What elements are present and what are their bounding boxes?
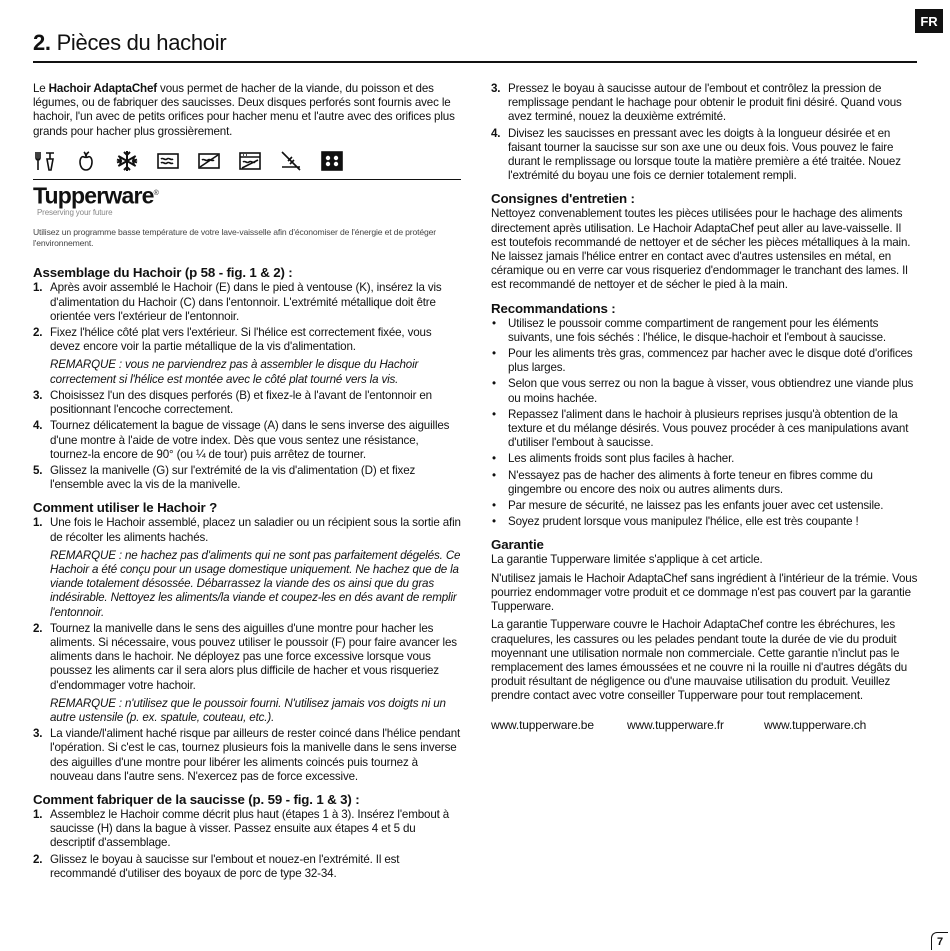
assembly-step-5: 5. Glissez la manivelle (G) sur l'extrémité de la vis d'alimentation (D) et fixez l'ensemble avec la vis de la manivelle. (33, 463, 416, 492)
page-title (33, 30, 226, 56)
warranty-heading: Garantie (491, 537, 544, 553)
sausage-step-3: 3. Pressez le boyau à saucisse autour de l'embout et contrôlez la pression de remplissage pendant le hachage pour obtenir le produit fini désiré. Quand vous avez terminé, nouez la deuxième extrémité. (491, 82, 902, 124)
recommendation-item: • Soyez prudent lorsque vous manipulez l'hélice, elle est très coupante ! (492, 515, 859, 529)
usage-step-3: 3. La viande/l'aliment haché risque par ailleurs de rester coincé dans l'hélice pendant l'opération. Si c'est le cas, tournez plusieurs fois la manivelle dans le sens inverse des aiguilles d'une montre pour libérer les aliments coincés puis tournez à nouveau dans l'autre sens. N'exercez pas de force excessive. (33, 727, 461, 783)
usage-note-2: REMARQUE : n'utilisez que le poussoir fourni. N'utilisez jamais vos doigts ni un autre ustensile (p. ex. spatule, couteau, etc.). (50, 696, 446, 724)
sausage-step-2: 2. Glissez le boyau à saucisse sur l'embout et nouez-en l'extrémité. Il est recommandé d'utiliser des boyaux de porc de type 32-34. (33, 852, 400, 880)
title-divider (33, 61, 917, 63)
recommendation-item: • Selon que vous serrez ou non la bague à visser, vous obtiendrez une viande plus ou moins hachée. (492, 377, 914, 405)
sausage-heading: Comment fabriquer de la saucisse (p. 59 - fig. 1 & 3) : (33, 791, 360, 807)
website-link-ch[interactable]: www.tupperware.ch (764, 717, 867, 732)
cutlery-icon (33, 149, 57, 173)
website-link-fr[interactable]: www.tupperware.fr (627, 717, 724, 732)
assembly-step-3: 3. Choisissez l'un des disques perforés (B) et fixez-le à l'avant de l'entonnoir en positionnant l'encoche correctement. (33, 388, 432, 417)
sausage-step-4: 4. Divisez les saucisses en pressant avec les doigts à la longueur désirée et en faisant tourner la saucisse sur son axe une ou deux fois. Vous pouvez le faire durant le remplissage ou lorsque toute la matière première a été traitée. Nouez l'extrémité du boyau une fois ce dernier totalement rempli. (491, 126, 901, 183)
warranty-paragraph-2: N'utilisez jamais le Hachoir AdaptaChef sans ingrédient à l'intérieur de la trémie. Vous pourriez endommager votre produit et ce dommage n'est pas couvert par la garantie Tupperware. (491, 571, 918, 614)
assembly-step-2: 2. Fixez l'hélice côté plat vers l'extérieur. Si l'hélice est correctement fixée, vous devez encore voir la partie métallique de la vis d'alimentation. (33, 326, 432, 354)
oven-icon (238, 149, 262, 173)
recommendation-item: • Par mesure de sécurité, ne laissez pas les enfants jouer avec cet ustensile. (492, 499, 884, 513)
brand-tagline: Preserving your future (37, 208, 113, 218)
usage-note-1: REMARQUE : ne hachez pas d'aliments qui ne sont pas parfaitement dégelés. Ce Hachoir a été conçu pour un usage domestique uniquement. Ne hachez que de la viande totalement désossée. Débarrassez la viande des os ainsi que du gras indésirable. Nettoyez les aliments/la viande et coupez-les en dés avant de remplir l'entonnoir. (50, 548, 461, 619)
right-column (491, 82, 919, 732)
recommendation-item: • Repassez l'aliment dans le hachoir à plusieurs reprises jusqu'à obtention de la texture et du mélange désirés. Vous pouvez procéder à ces manipulations avant d'utiliser l'embout à saucisse. (492, 407, 909, 450)
section-number: 2. (33, 30, 51, 55)
left-column (33, 82, 461, 881)
usage-step-1: 1. Une fois le Hachoir assemblé, placez un saladier ou un récipient sous la sortie afin de récolter les aliments hachés. (33, 516, 461, 544)
eco-note: Utilisez un programme basse température de votre lave-vaisselle afin d'économiser de l'énergie et de protéger l'environnement. (33, 227, 436, 249)
language-badge: FR (915, 9, 943, 33)
no-oven-icon (279, 149, 303, 173)
website-link-be[interactable]: www.tupperware.be (491, 717, 594, 732)
brand-logo: Tupperware® (33, 182, 159, 209)
brand-divider (33, 179, 461, 180)
warranty-paragraph-1: La garantie Tupperware limitée s'applique à cet article. (491, 553, 763, 567)
usage-heading: Comment utiliser le Hachoir ? (33, 500, 218, 516)
fruit-veg-icon (74, 149, 98, 173)
assembly-heading: Assemblage du Hachoir (p 58 - fig. 1 & 2) : (33, 265, 293, 281)
usage-step-2: 2. Tournez la manivelle dans le sens des aiguilles d'une montre pour hacher les aliments. Si nécessaire, vous pouvez utiliser le poussoir (F) pour faire avancer les aliments dans le hachoir. Ne déployez pas une force excessive lorsque vous poussez les aliments car il sera alors plus difficile de hacher et vous risqueriez d'endommager votre hachoir. (33, 621, 457, 692)
recommendation-item: • N'essayez pas de hacher des aliments à forte teneur en fibres comme du gingembre ou encore des noix ou autres aliments durs. (492, 468, 873, 496)
sausage-step-1: 1. Assemblez le Hachoir comme décrit plus haut (étapes 1 à 3). Insérez l'embout à saucisse (H) dans la bague à visser. Passez ensuite aux étapes 4 et 5 du descriptif d'assemblage. (33, 807, 450, 850)
recommendation-item: • Utilisez le poussoir comme compartiment de rangement pour les éléments suivants, une fois séchés : l'hélice, le disque-hachoir et l'embout à saucisse. (492, 316, 886, 344)
assembly-note: REMARQUE : vous ne parviendrez pas à assembler le disque du Hachoir correctement si l'hélice est montée avec le côté plat tourné vers la vis. (50, 358, 419, 386)
freezer-icon (115, 149, 139, 173)
assembly-step-1: 1. Après avoir assemblé le Hachoir (E) dans le pied à ventouse (K), insérez la vis d'alimentation du Hachoir (C) dans l'entonnoir. L'extrémité métallique doit être orientée vers l'extérieur de l'entonnoir. (33, 281, 442, 323)
website-links (491, 718, 919, 732)
care-icons-row (33, 149, 461, 173)
product-name: Hachoir AdaptaChef (48, 82, 157, 95)
care-heading: Consignes d'entretien : (491, 191, 635, 207)
recommendations-heading: Recommandations : (491, 300, 616, 316)
microwave-no-icon (197, 149, 221, 173)
recommendation-item: • Les aliments froids sont plus faciles à hacher. (492, 452, 735, 466)
page-number: 7 (931, 932, 948, 950)
microwave-icon (156, 149, 180, 173)
warranty-paragraph-3: La garantie Tupperware couvre le Hachoir AdaptaChef contre les ébréchures, les craquelures, les cassures ou les pelades pendant toute la durée de vie du produit moyennant une utilisation normale non commerciale. Cette garantie n'inclut pas le remplacement des lames émoussées et ne couvre ni la rouille ni d'autres dégâts du produit résultant de négligence ou d'une mauvaise utilisation du produit. Veuillez prendre contact avec votre conseiller Tupperware pour tout remplacement. (491, 618, 908, 703)
section-title: Pièces du hachoir (56, 30, 227, 55)
assembly-step-4: 4. Tournez délicatement la bague de vissage (A) dans le sens inverse des aiguilles d'une montre à l'aide de votre index. Dès que vous sentez une résistance, tournez-la encore de 90° (ou ¼ de tour) puis arrêtez de tourner. (33, 419, 450, 461)
recommendation-item: • Pour les aliments très gras, commencez par hacher avec le disque doté d'orifices plus larges. (492, 347, 913, 375)
dishwasher-icon (320, 149, 344, 173)
intro-paragraph: Le Hachoir AdaptaChef vous permet de hacher de la viande, du poisson et des légumes, ou de fabriquer des saucisses. Deux disques perforés sont fournis avec le hachoir, l'un avec de petits orifices pour hacher menu et l'autre avec des orifices plus grands pour hacher plus grossièrement. (33, 82, 455, 138)
care-paragraph: Nettoyez convenablement toutes les pièces utilisées pour le hachage des aliments directement après utilisation. Le Hachoir AdaptaChef peut aller au lave-vaisselle. Il est toutefois recommandé de nettoyer et de sécher les pièces métalliques à la main. Ne laissez jamais l'hélice entrer en contact avec d'autres ustensiles en métal, en céramique ou en verre car vous risqueriez d'endommager le tranchant des lames. Il est recommandé de nettoyer et de sécher le pied à la main. (491, 207, 911, 292)
